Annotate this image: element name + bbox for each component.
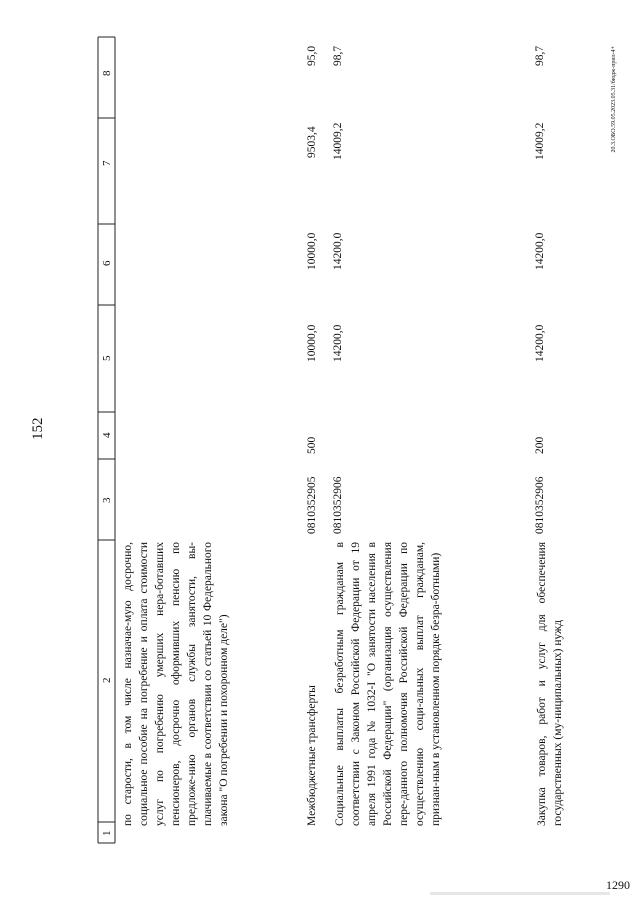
- row-c8: 98,7: [534, 45, 546, 66]
- row-c5: 14200,0: [534, 324, 546, 362]
- row-code: 0810352905: [306, 476, 318, 534]
- row-c5: 10000,0: [306, 324, 318, 362]
- row-name: Межбюджетные трансферты: [306, 685, 318, 826]
- page-number: 152: [30, 417, 46, 440]
- row-c7: 14009,2: [534, 122, 546, 160]
- header-col-4: 4: [101, 432, 113, 438]
- row-code: 0810352906: [534, 476, 546, 534]
- row-code: 0810352906: [332, 476, 344, 534]
- header-col-5: 5: [101, 355, 113, 361]
- row-name: Закупка товаров, работ и услуг для обеспечения государственных (му-ниципальных) нужд: [536, 542, 564, 826]
- row-name: по старости, в том числе назначае-мую досрочно, социальное пособие на погребение и оплата стоимости услуг по погребению умерших нера-ботавших пенсионеров, досрочно оформивших пенсию по предложе-нию органов службы занятости, вы-плачиваемые в соответствии со статьей 10 Федерального закона "О погребении и похоронном деле"): [122, 542, 230, 826]
- header-col-1: 1: [101, 830, 113, 836]
- row-c6: 10000,0: [306, 232, 318, 270]
- row-type: 200: [534, 436, 546, 454]
- footer-number: 1290: [606, 878, 630, 892]
- row-c7: 14009,2: [332, 122, 344, 160]
- row-type: 500: [306, 436, 318, 454]
- side-code: 20.3.ОБО.59.05.2023.05.31/бюдж-прил-4+: [611, 46, 617, 153]
- row-c8: 95,0: [306, 45, 318, 66]
- header-col-3: 3: [101, 497, 113, 503]
- row-c7: 9503,4: [306, 126, 318, 158]
- header-col-6: 6: [101, 260, 113, 266]
- row-c6: 14200,0: [534, 232, 546, 270]
- header-col-7: 7: [101, 160, 113, 166]
- header-col-8: 8: [101, 70, 113, 76]
- row-c5: 14200,0: [332, 324, 344, 362]
- row-c8: 98,7: [332, 45, 344, 66]
- row-c6: 14200,0: [332, 232, 344, 270]
- header-col-2: 2: [101, 677, 113, 683]
- row-name: Социальные выплаты безработным гражданам в соответствии с Законом Российской Федерации от 19 апреля 1991 года № 1032-I "О занятости населения в Российской Федерации" (организация осуществления пере-данного полномочия Российской Федерации по осуществлению соци-альных выплат гражданам, признан-ным в установленном порядке безра-ботными): [334, 542, 442, 826]
